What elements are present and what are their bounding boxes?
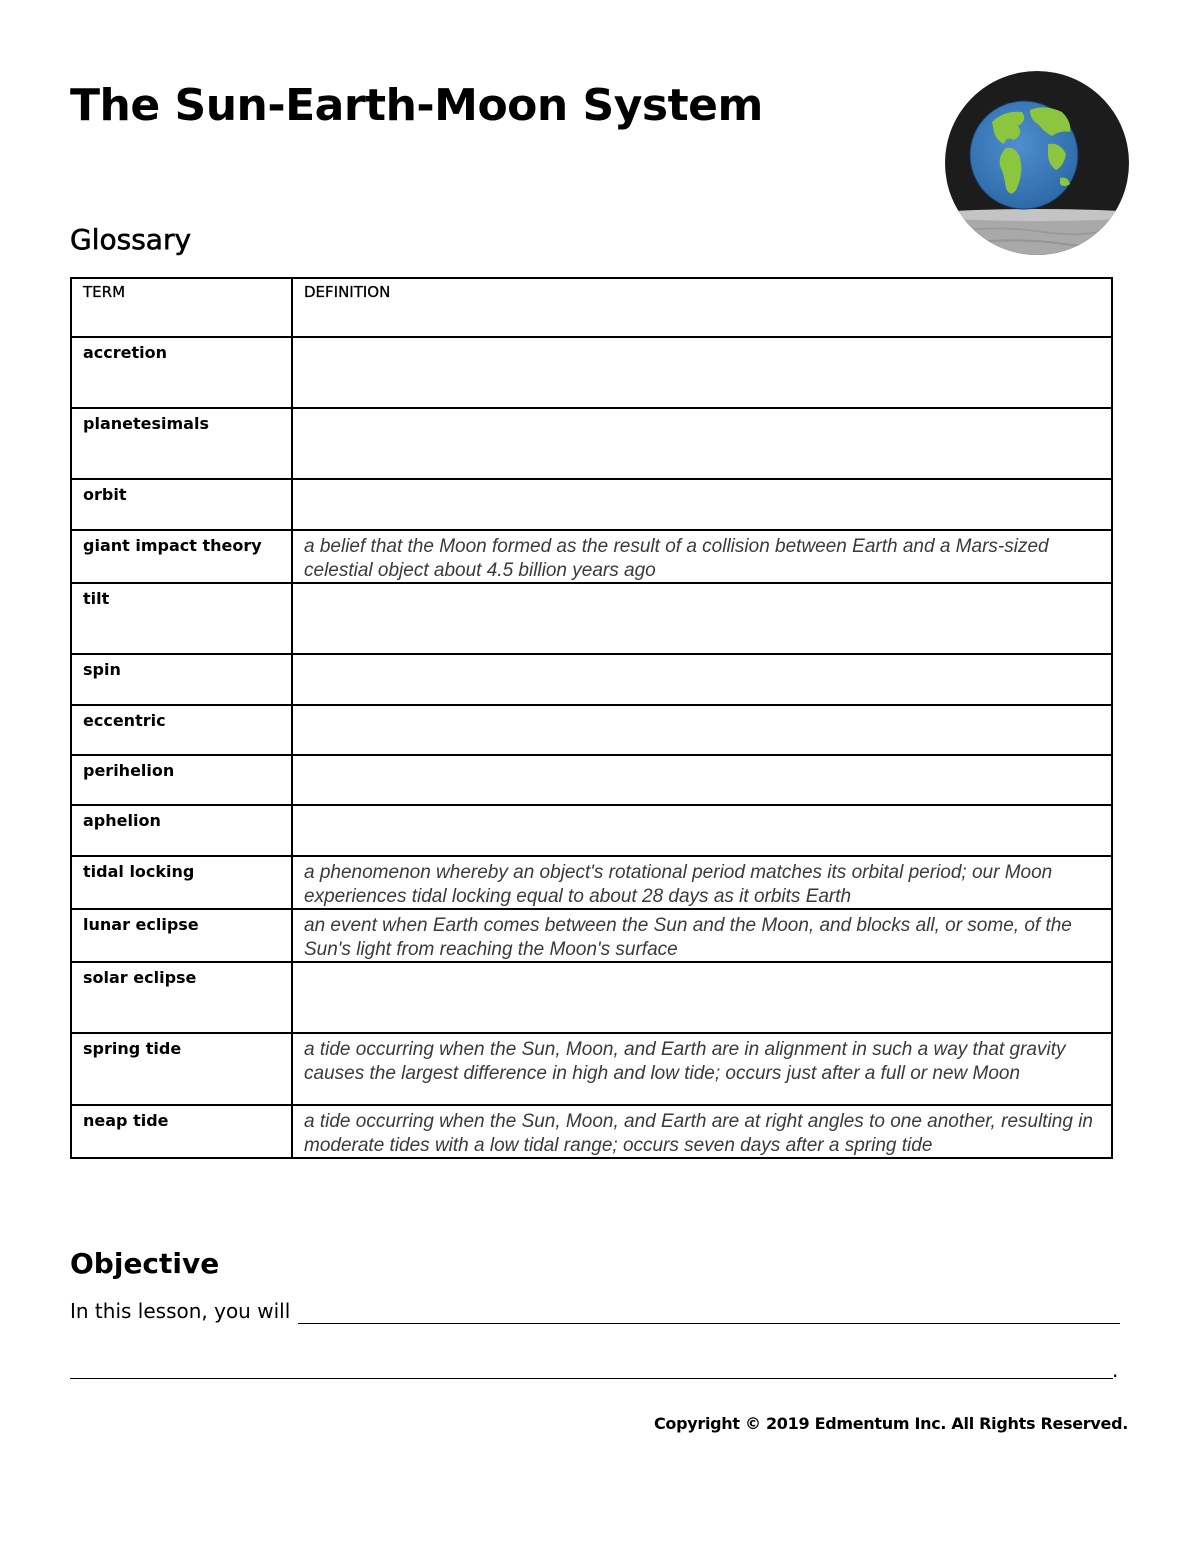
definition-cell[interactable] (292, 705, 1112, 755)
table-row (71, 654, 1112, 705)
earth-from-moon-icon (944, 70, 1130, 256)
objective-sentence (70, 1298, 1120, 1324)
table-row (71, 408, 1112, 479)
definition-cell: a phenomenon whereby an object's rotational period matches its orbital period; our Moon experiences tidal locking equal to about 28 days as it orbits Earth (292, 856, 1112, 909)
table-row (71, 1105, 1112, 1158)
objective-answer-blank[interactable] (298, 1299, 1120, 1324)
table-row (71, 530, 1112, 583)
objective-answer-blank-line-2[interactable] (70, 1378, 1113, 1379)
table-row (71, 805, 1112, 856)
table-row (71, 755, 1112, 805)
term-cell: eccentric (71, 705, 292, 755)
term-cell: lunar eclipse (71, 909, 292, 962)
definition-cell[interactable] (292, 805, 1112, 856)
objective-heading: Objective (70, 1247, 220, 1280)
table-row (71, 583, 1112, 654)
definition-cell[interactable] (292, 962, 1112, 1033)
definition-cell: a tide occurring when the Sun, Moon, and Earth are in alignment in such a way that gravity causes the largest difference in high and low tide; occurs just after a full or new Moon (292, 1033, 1112, 1105)
term-cell: solar eclipse (71, 962, 292, 1033)
table-row (71, 856, 1112, 909)
table-row (71, 1033, 1112, 1105)
copyright-notice: Copyright © 2019 Edmentum Inc. All Rights Reserved. (653, 1414, 1128, 1433)
term-cell: accretion (71, 337, 292, 408)
definition-cell[interactable] (292, 479, 1112, 530)
term-cell: planetesimals (71, 408, 292, 479)
term-cell: neap tide (71, 1105, 292, 1158)
term-cell: spin (71, 654, 292, 705)
table-row (71, 479, 1112, 530)
objective-prompt: In this lesson, you will (70, 1299, 291, 1323)
definition-cell[interactable] (292, 337, 1112, 408)
term-cell: tilt (71, 583, 292, 654)
definition-cell[interactable] (292, 408, 1112, 479)
term-cell: orbit (71, 479, 292, 530)
table-row (71, 705, 1112, 755)
table-header-row (71, 278, 1112, 337)
term-cell: aphelion (71, 805, 292, 856)
definition-cell: a belief that the Moon formed as the result of a collision between Earth and a Mars-sized celestial object about 4.5 billion years ago (292, 530, 1112, 583)
table-row (71, 909, 1112, 962)
definition-cell[interactable] (292, 583, 1112, 654)
definition-cell[interactable] (292, 654, 1112, 705)
table-row (71, 337, 1112, 408)
glossary-heading: Glossary (70, 223, 192, 256)
term-cell: giant impact theory (71, 530, 292, 583)
glossary-table (70, 277, 1113, 1159)
term-cell: tidal locking (71, 856, 292, 909)
term-cell: perihelion (71, 755, 292, 805)
term-cell: spring tide (71, 1033, 292, 1105)
objective-end-mark: . (1112, 1358, 1119, 1382)
definition-cell: an event when Earth comes between the Sun and the Moon, and blocks all, or some, of the Sun's light from reaching the Moon's surface (292, 909, 1112, 962)
definition-cell: a tide occurring when the Sun, Moon, and Earth are at right angles to one another, resulting in moderate tides with a low tidal range; occurs seven days after a spring tide (292, 1105, 1112, 1158)
definition-column-header: DEFINITION (292, 278, 1112, 337)
definition-cell[interactable] (292, 755, 1112, 805)
term-column-header: TERM (71, 278, 292, 337)
page-title: The Sun-Earth-Moon System (70, 80, 763, 131)
table-row (71, 962, 1112, 1033)
